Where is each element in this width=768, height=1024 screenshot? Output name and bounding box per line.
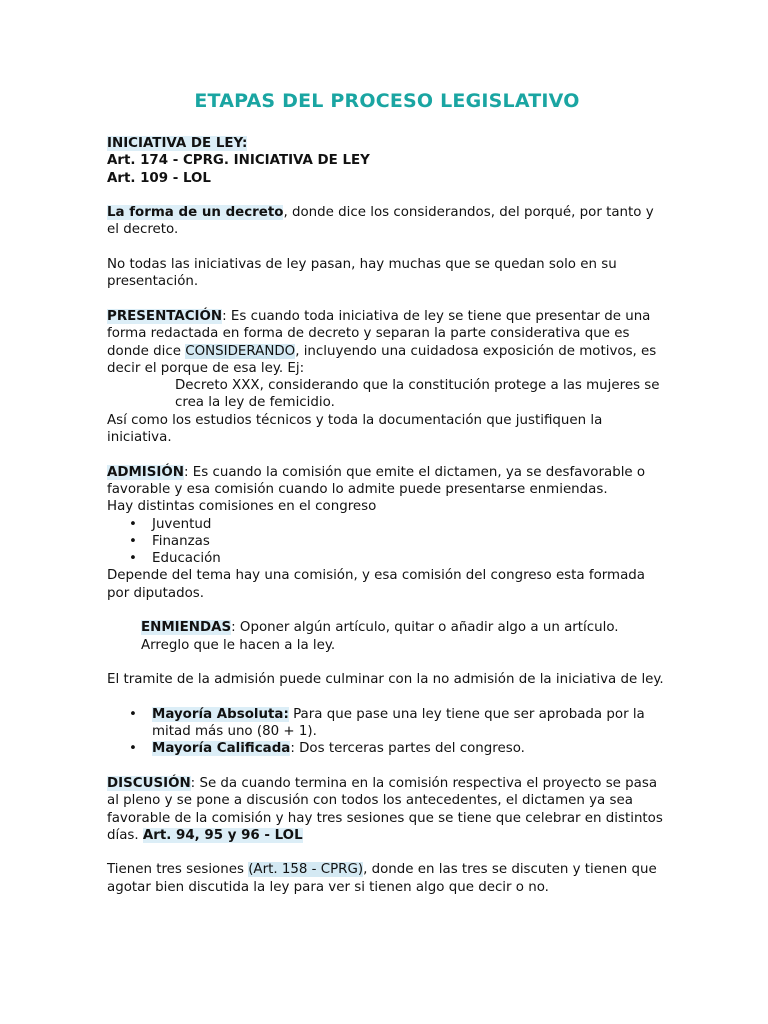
no-todas-paragraph: No todas las iniciativas de ley pasan, hay muchas que se quedan solo en su presentación. xyxy=(107,257,617,290)
presentacion-text-2: , incluyendo una cuidadosa exposición de motivos, es decir el porque de esa ley. Ej: xyxy=(107,343,657,376)
presentacion-term: PRESENTACIÓN xyxy=(107,308,223,324)
admision-paragraph xyxy=(107,464,667,499)
list-item xyxy=(107,740,667,757)
mayoria-calificada-term: Mayoría Calificada xyxy=(152,741,291,757)
comisiones-list xyxy=(107,516,667,568)
mayoria-calificada-text: : Dos terceras partes del congreso. xyxy=(290,741,525,757)
forma-paragraph xyxy=(107,204,667,239)
article-174-reference: Art. 174 - CPRG. INICIATIVA DE LEY xyxy=(107,153,370,169)
discusion-article-reference: Art. 94, 95 y 96 - LOL xyxy=(142,827,303,843)
sesiones-paragraph xyxy=(107,861,667,896)
discusion-text: : Se da cuando termina en la comisión respectiva el proyecto se pasa al pleno y se pone a discusión con todos los antecedentes, el dictamen ya sea favorable de la comisión y hay tres sesiones que se tiene que celebrar en distintos días. xyxy=(107,775,663,843)
enmiendas-paragraph xyxy=(107,619,667,654)
iniciativa-heading: INICIATIVA DE LEY: xyxy=(107,136,248,151)
enmiendas-text: : Oponer algún artículo, quitar o añadir algo a un artículo. Arreglo que le hacen a la ley. xyxy=(141,620,619,653)
presentacion-paragraph xyxy=(107,308,667,377)
mayorias-list xyxy=(107,706,667,758)
document-page xyxy=(107,89,667,896)
admision-after: Depende del tema hay una comisión, y esa comisión del congreso esta formada por diputados. xyxy=(107,568,645,601)
forma-term: La forma de un decreto xyxy=(107,205,284,221)
document-title: ETAPAS DEL PROCESO LEGISLATIVO xyxy=(194,90,580,112)
list-item xyxy=(107,706,667,741)
enmiendas-term: ENMIENDAS xyxy=(141,620,232,636)
forma-text: , donde dice los considerandos, del porqué, por tanto y el decreto. xyxy=(107,205,654,238)
sesiones-text-1: Tienen tres sesiones xyxy=(107,862,249,878)
tramite-paragraph: El tramite de la admisión puede culminar con la no admisión de la iniciativa de ley. xyxy=(107,672,664,688)
discusion-paragraph xyxy=(107,775,667,844)
presentacion-example: Decreto XXX, considerando que la constitución protege a las mujeres se crea la ley de femicidio. xyxy=(175,378,660,411)
discusion-term: DISCUSIÓN xyxy=(107,775,191,791)
presentacion-text-1: : Es cuando toda iniciativa de ley se tiene que presentar de una forma redactada en forma de decreto y separan la parte considerativa que es donde dice xyxy=(107,308,651,359)
list-item: • Finanzas xyxy=(107,533,667,550)
article-109-reference: Art. 109 - LOL xyxy=(107,170,211,186)
admision-text: : Es cuando la comisión que emite el dictamen, ya se desfavorable o favorable y esa comisión cuando lo admite puede presentarse enmiendas. xyxy=(107,464,646,497)
admision-term: ADMISIÓN xyxy=(107,464,185,480)
sesiones-text-2: , donde en las tres se discuten y tienen que agotar bien discutida la ley para ver si tienen algo que decir o no. xyxy=(107,862,657,895)
list-item: • Juventud xyxy=(107,516,667,533)
mayoria-absoluta-text: Para que pase una ley tiene que ser aprobada por la mitad más uno (80 + 1). xyxy=(152,706,645,740)
considerando-highlight: CONSIDERANDO xyxy=(185,343,296,359)
presentacion-after: Así como los estudios técnicos y toda la documentación que justifiquen la iniciativa. xyxy=(107,412,603,446)
list-item: • Educación xyxy=(107,550,667,567)
mayoria-absoluta-term: Mayoría Absoluta: xyxy=(152,706,289,722)
sesiones-article-reference: (Art. 158 - CPRG) xyxy=(248,862,364,878)
iniciativa-header xyxy=(107,135,667,187)
comisiones-line: Hay distintas comisiones en el congreso xyxy=(107,499,377,515)
